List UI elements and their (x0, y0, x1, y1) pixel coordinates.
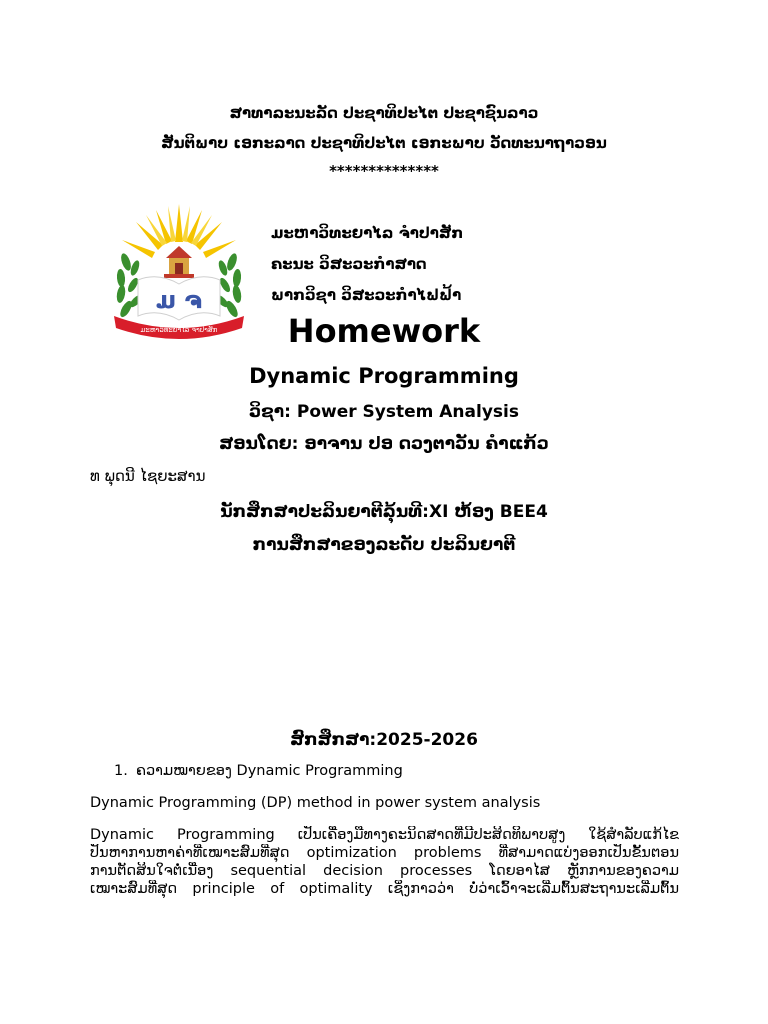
national-header-line1: ສາທາລະນະລັດ ປະຊາທິປະໄຕ ປະຊາຊົນລາວ (229, 104, 539, 122)
list-item-text: ຄວາມໝາຍຂອງ Dynamic Programming (136, 763, 403, 779)
study-program: ການສຶກສາຂອງລະດັບ ປະລິນຍາຕີ (252, 535, 516, 555)
subject-line: ວິຊາ: Power System Analysis (249, 402, 519, 422)
header-stars: ************** (329, 162, 439, 180)
list-number: 1. (114, 763, 128, 779)
body-line: ເໝາະສົມທີ່ສຸດ principle of optimality ເຊິ່ງກາວວ່າ ບໍ່ວ່າເວົ້າຈະເລີ່ມຕົ້ນສະຖານະເລີ່ມຕົ້ນ (90, 881, 679, 897)
logo-letters: ມ ຈ (155, 286, 203, 314)
national-header-line2: ສັນຕິພາບ ເອກະລາດ ປະຊາທິປະໄຕ ເອກະພາບ ວັດທະນາຖາວອນ (161, 134, 607, 152)
student-name: ທ ພຸດນີ ໄຊຍະສານ (90, 467, 206, 485)
ribbon-text: ມະຫາວິທະຍາໄລ ຈຳປາສັກ (140, 326, 218, 334)
faculty-name: ຄະນະ ວິສະວະກຳສາດ (271, 255, 427, 273)
intro-paragraph: Dynamic Programming (DP) method in power system analysis (90, 795, 541, 811)
student-class: ນັກສຶກສາປະລິນຍາຕີລຸ້ນທີ:XI ຫ້ອງ BEE4 (220, 502, 548, 522)
department-name: ພາກວິຊາ ວິສະວະກຳໄຟຟ້າ (271, 286, 462, 304)
teacher-line: ສອນໂດຍ: ອາຈານ ປອ ດວງຕາວັນ ຄຳແກ້ວ (219, 434, 549, 454)
academic-year: ສົກສຶກສາ:2025-2026 (290, 730, 478, 750)
document-title: Homework (287, 312, 481, 350)
document-topic: Dynamic Programming (249, 364, 519, 388)
university-info (271, 222, 463, 315)
list-item (114, 763, 403, 779)
temple-icon (164, 246, 194, 278)
body-line: Dynamic Programming ເປັນເຄື່ອງມືທາງຄະນິດສາດທີ່ມີປະສິດທິພາບສູງ ໃຊ້ສຳລັບແກ້ໄຂ (90, 827, 679, 843)
university-name: ມະຫາວິທະຍາໄລ ຈຳປາສັກ (271, 224, 464, 242)
body-line: ປັນຫາການຫາຄ່າທີ່ເໝາະສົມທີ່ສຸດ optimization problems ທີ່ສາມາດແບ່ງອອກເປັນຂັ້ນຕອນ (90, 845, 679, 861)
body-line: ການຕັດສິນໃຈຕໍ່ເນື່ອງ sequential decision processes ໂດຍອາໄສ ຫຼັກການຂອງຄວາມ (90, 863, 679, 879)
body-paragraph (90, 826, 679, 898)
